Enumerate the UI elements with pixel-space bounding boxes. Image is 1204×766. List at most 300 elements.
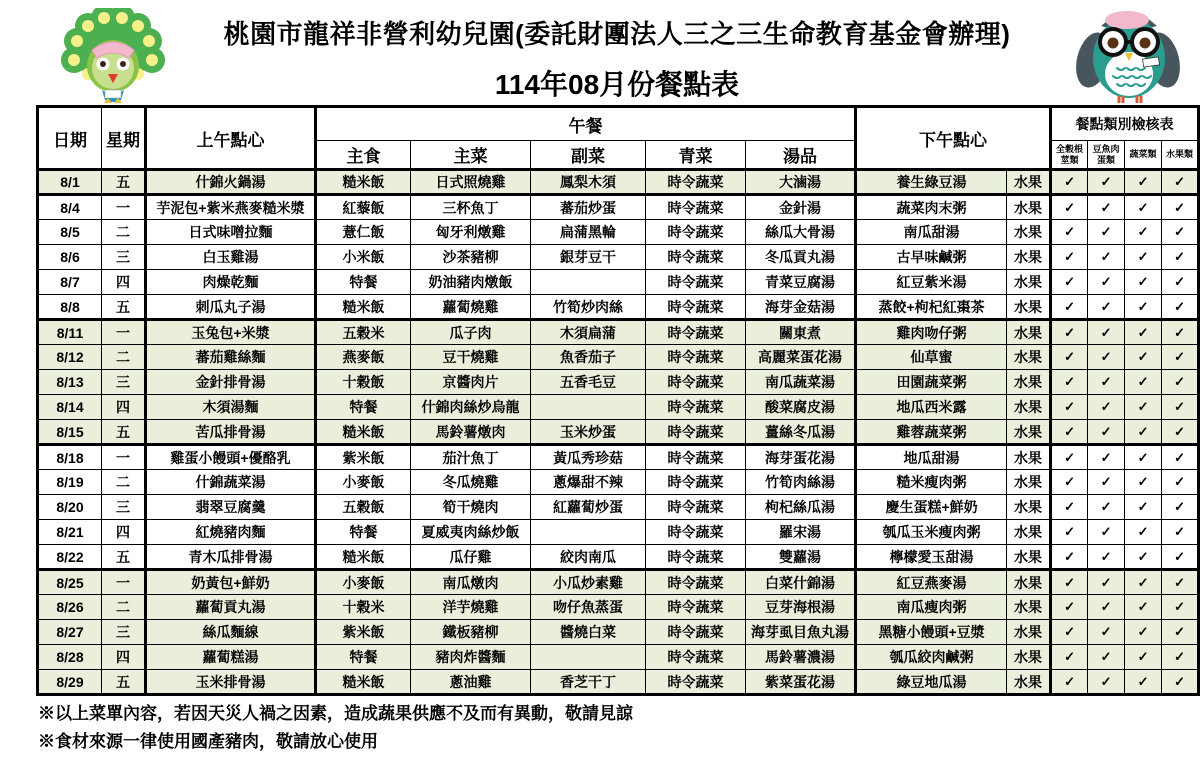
cell-date: 8/12 <box>38 345 102 370</box>
cell-vegetable: 時令蔬菜 <box>646 645 746 670</box>
cell-date: 8/20 <box>38 495 102 520</box>
cell-check: ✓ <box>1051 295 1088 320</box>
cell-staple: 糙米飯 <box>316 295 411 320</box>
cell-check: ✓ <box>1162 470 1199 495</box>
cell-afternoon-snack: 南瓜瘦肉粥 <box>856 595 1007 620</box>
cell-afternoon-snack: 地瓜西米露 <box>856 395 1007 420</box>
cell-check: ✓ <box>1088 495 1125 520</box>
cell-side-dish: 吻仔魚蒸蛋 <box>531 595 646 620</box>
cell-vegetable: 時令蔬菜 <box>646 670 746 695</box>
header-staple: 主食 <box>316 141 411 170</box>
menu-row <box>38 220 1199 245</box>
cell-check: ✓ <box>1088 345 1125 370</box>
cell-check: ✓ <box>1162 245 1199 270</box>
cell-soup: 酸菜腐皮湯 <box>746 395 856 420</box>
cell-vegetable: 時令蔬菜 <box>646 620 746 645</box>
cell-soup: 白菜什錦湯 <box>746 570 856 595</box>
cell-date: 8/21 <box>38 520 102 545</box>
cell-main-dish: 蘿蔔燒雞 <box>411 295 531 320</box>
cell-check: ✓ <box>1162 545 1199 570</box>
cell-morning-snack: 雞蛋小饅頭+優酪乳 <box>146 445 316 470</box>
cell-main-dish: 鐵板豬柳 <box>411 620 531 645</box>
cell-staple: 糙米飯 <box>316 670 411 695</box>
cell-soup: 枸杞絲瓜湯 <box>746 495 856 520</box>
cell-weekday: 三 <box>102 620 146 645</box>
cell-vegetable: 時令蔬菜 <box>646 370 746 395</box>
cell-weekday: 五 <box>102 545 146 570</box>
cell-soup: 冬瓜貢丸湯 <box>746 245 856 270</box>
cell-check: ✓ <box>1125 620 1162 645</box>
cell-side-dish: 絞肉南瓜 <box>531 545 646 570</box>
cell-fruit: 水果 <box>1007 370 1051 395</box>
table-body <box>38 170 1199 695</box>
cell-check: ✓ <box>1051 645 1088 670</box>
cell-afternoon-snack: 檸檬愛玉甜湯 <box>856 545 1007 570</box>
cell-staple: 糙米飯 <box>316 420 411 445</box>
menu-row <box>38 495 1199 520</box>
cell-side-dish: 木須扁蒲 <box>531 320 646 345</box>
cell-check: ✓ <box>1088 295 1125 320</box>
menu-row <box>38 245 1199 270</box>
cell-check: ✓ <box>1162 270 1199 295</box>
cell-date: 8/14 <box>38 395 102 420</box>
cell-check: ✓ <box>1125 645 1162 670</box>
cell-check: ✓ <box>1088 470 1125 495</box>
cell-side-dish <box>531 520 646 545</box>
cell-soup: 海芽虱目魚丸湯 <box>746 620 856 645</box>
cell-soup: 馬鈴薯濃湯 <box>746 645 856 670</box>
menu-row <box>38 520 1199 545</box>
cell-check: ✓ <box>1088 670 1125 695</box>
cell-staple: 紫米飯 <box>316 620 411 645</box>
cell-main-dish: 三杯魚丁 <box>411 195 531 220</box>
cell-morning-snack: 玉米排骨湯 <box>146 670 316 695</box>
cell-side-dish: 五香毛豆 <box>531 370 646 395</box>
cell-fruit: 水果 <box>1007 520 1051 545</box>
header-checklist: 餐點類別檢核表 <box>1051 107 1199 141</box>
cell-vegetable: 時令蔬菜 <box>646 445 746 470</box>
cell-weekday: 一 <box>102 195 146 220</box>
cell-check: ✓ <box>1125 420 1162 445</box>
cell-check: ✓ <box>1162 620 1199 645</box>
cell-check: ✓ <box>1051 670 1088 695</box>
menu-row <box>38 670 1199 695</box>
cell-fruit: 水果 <box>1007 670 1051 695</box>
cell-check: ✓ <box>1162 445 1199 470</box>
footnotes <box>38 700 633 756</box>
cell-weekday: 四 <box>102 270 146 295</box>
cell-main-dish: 豬肉炸醬麵 <box>411 645 531 670</box>
cell-check: ✓ <box>1051 320 1088 345</box>
cell-fruit: 水果 <box>1007 245 1051 270</box>
cell-check: ✓ <box>1125 370 1162 395</box>
cell-staple: 紅藜飯 <box>316 195 411 220</box>
cell-fruit: 水果 <box>1007 195 1051 220</box>
cell-soup: 青菜豆腐湯 <box>746 270 856 295</box>
cell-check: ✓ <box>1125 395 1162 420</box>
menu-row <box>38 545 1199 570</box>
cell-side-dish: 香芝干丁 <box>531 670 646 695</box>
cell-check: ✓ <box>1162 320 1199 345</box>
cell-date: 8/7 <box>38 270 102 295</box>
cell-vegetable: 時令蔬菜 <box>646 245 746 270</box>
cell-afternoon-snack: 養生綠豆湯 <box>856 170 1007 195</box>
cell-vegetable: 時令蔬菜 <box>646 420 746 445</box>
menu-month-title: 114年08月份餐點表 <box>494 69 740 100</box>
cell-side-dish: 黃瓜秀珍菇 <box>531 445 646 470</box>
cell-morning-snack: 蘿蔔糕湯 <box>146 645 316 670</box>
cell-main-dish: 南瓜燉肉 <box>411 570 531 595</box>
cell-side-dish: 鳳梨木須 <box>531 170 646 195</box>
cell-fruit: 水果 <box>1007 570 1051 595</box>
cell-fruit: 水果 <box>1007 320 1051 345</box>
peacock-body-icon <box>102 90 124 103</box>
cell-main-dish: 什錦肉絲炒烏龍 <box>411 395 531 420</box>
school-peacock-logo <box>52 8 177 103</box>
cell-morning-snack: 什錦火鍋湯 <box>146 170 316 195</box>
cell-date: 8/13 <box>38 370 102 395</box>
cell-fruit: 水果 <box>1007 645 1051 670</box>
menu-table <box>36 105 1200 696</box>
menu-row <box>38 570 1199 595</box>
cell-soup: 大滷湯 <box>746 170 856 195</box>
cell-soup: 南瓜蔬菜湯 <box>746 370 856 395</box>
cell-vegetable: 時令蔬菜 <box>646 270 746 295</box>
cell-vegetable: 時令蔬菜 <box>646 195 746 220</box>
page-header <box>0 0 1204 104</box>
cell-check: ✓ <box>1125 495 1162 520</box>
cell-weekday: 二 <box>102 345 146 370</box>
header-date: 日期 <box>38 107 102 170</box>
menu-row <box>38 320 1199 345</box>
header-protein: 豆魚肉蛋類 <box>1088 141 1125 170</box>
peacock-face-icon <box>87 40 139 92</box>
cell-soup: 海芽蛋花湯 <box>746 445 856 470</box>
cell-main-dish: 馬鈴薯燉肉 <box>411 420 531 445</box>
header-main-dish: 主菜 <box>411 141 531 170</box>
cell-check: ✓ <box>1051 345 1088 370</box>
cell-check: ✓ <box>1088 370 1125 395</box>
cell-afternoon-snack: 黑糖小饅頭+豆漿 <box>856 620 1007 645</box>
cell-vegetable: 時令蔬菜 <box>646 470 746 495</box>
cell-check: ✓ <box>1088 170 1125 195</box>
cell-fruit: 水果 <box>1007 595 1051 620</box>
cell-date: 8/28 <box>38 645 102 670</box>
cell-vegetable: 時令蔬菜 <box>646 345 746 370</box>
cell-afternoon-snack: 南瓜甜湯 <box>856 220 1007 245</box>
cell-fruit: 水果 <box>1007 420 1051 445</box>
cell-check: ✓ <box>1051 245 1088 270</box>
header-grains: 全穀根莖類 <box>1051 141 1088 170</box>
cell-check: ✓ <box>1088 545 1125 570</box>
cell-date: 8/6 <box>38 245 102 270</box>
cell-check: ✓ <box>1088 595 1125 620</box>
cell-check: ✓ <box>1125 195 1162 220</box>
cell-date: 8/25 <box>38 570 102 595</box>
cell-staple: 十穀飯 <box>316 370 411 395</box>
cell-soup: 金針湯 <box>746 195 856 220</box>
cell-weekday: 二 <box>102 470 146 495</box>
cell-side-dish: 蕃茄炒蛋 <box>531 195 646 220</box>
cell-check: ✓ <box>1088 520 1125 545</box>
menu-row <box>38 470 1199 495</box>
cell-check: ✓ <box>1125 220 1162 245</box>
owl-icon <box>1071 11 1186 103</box>
cell-fruit: 水果 <box>1007 395 1051 420</box>
cell-date: 8/19 <box>38 470 102 495</box>
cell-morning-snack: 木須湯麵 <box>146 395 316 420</box>
cell-fruit: 水果 <box>1007 170 1051 195</box>
cell-afternoon-snack: 地瓜甜湯 <box>856 445 1007 470</box>
cell-weekday: 一 <box>102 570 146 595</box>
cell-check: ✓ <box>1162 570 1199 595</box>
cell-side-dish: 扁蒲黑輪 <box>531 220 646 245</box>
cell-weekday: 五 <box>102 670 146 695</box>
cell-check: ✓ <box>1088 420 1125 445</box>
menu-row <box>38 445 1199 470</box>
cell-afternoon-snack: 慶生蛋糕+鮮奶 <box>856 495 1007 520</box>
cell-afternoon-snack: 瓠瓜絞肉鹹粥 <box>856 645 1007 670</box>
menu-row <box>38 195 1199 220</box>
cell-weekday: 四 <box>102 645 146 670</box>
cell-morning-snack: 金針排骨湯 <box>146 370 316 395</box>
cell-staple: 糙米飯 <box>316 545 411 570</box>
cell-check: ✓ <box>1162 595 1199 620</box>
cell-morning-snack: 刺瓜丸子湯 <box>146 295 316 320</box>
cell-fruit: 水果 <box>1007 545 1051 570</box>
cell-main-dish: 日式照燒雞 <box>411 170 531 195</box>
cell-staple: 十穀米 <box>316 595 411 620</box>
cell-check: ✓ <box>1051 495 1088 520</box>
cell-morning-snack: 什錦蔬菜湯 <box>146 470 316 495</box>
cell-vegetable: 時令蔬菜 <box>646 295 746 320</box>
cell-check: ✓ <box>1051 395 1088 420</box>
cell-soup: 雙蘿湯 <box>746 545 856 570</box>
menu-row <box>38 170 1199 195</box>
cell-check: ✓ <box>1088 245 1125 270</box>
cell-fruit: 水果 <box>1007 270 1051 295</box>
cell-afternoon-snack: 雞蓉蔬菜粥 <box>856 420 1007 445</box>
cell-vegetable: 時令蔬菜 <box>646 595 746 620</box>
cell-check: ✓ <box>1125 520 1162 545</box>
cell-staple: 特餐 <box>316 520 411 545</box>
cell-check: ✓ <box>1051 570 1088 595</box>
school-owl-mascot <box>1063 8 1198 103</box>
cell-fruit: 水果 <box>1007 620 1051 645</box>
cell-morning-snack: 芋泥包+紫米燕麥糙米漿 <box>146 195 316 220</box>
cell-check: ✓ <box>1125 295 1162 320</box>
cell-soup: 關東煮 <box>746 320 856 345</box>
cell-morning-snack: 玉兔包+米漿 <box>146 320 316 345</box>
cell-main-dish: 筍干燒肉 <box>411 495 531 520</box>
cell-afternoon-snack: 田園蔬菜粥 <box>856 370 1007 395</box>
cell-check: ✓ <box>1051 370 1088 395</box>
cell-staple: 小麥飯 <box>316 470 411 495</box>
cell-staple: 特餐 <box>316 395 411 420</box>
cell-date: 8/18 <box>38 445 102 470</box>
cell-check: ✓ <box>1162 520 1199 545</box>
cell-staple: 薏仁飯 <box>316 220 411 245</box>
cell-check: ✓ <box>1051 520 1088 545</box>
cell-check: ✓ <box>1125 595 1162 620</box>
cell-weekday: 二 <box>102 595 146 620</box>
cell-vegetable: 時令蔬菜 <box>646 320 746 345</box>
cell-side-dish: 紅蘿蔔炒蛋 <box>531 495 646 520</box>
header-lunch: 午餐 <box>316 107 856 141</box>
cell-main-dish: 沙茶豬柳 <box>411 245 531 270</box>
menu-row <box>38 370 1199 395</box>
cell-staple: 燕麥飯 <box>316 345 411 370</box>
cell-staple: 糙米飯 <box>316 170 411 195</box>
cell-afternoon-snack: 蒸餃+枸杞紅棗茶 <box>856 295 1007 320</box>
cell-morning-snack: 紅燒豬肉麵 <box>146 520 316 545</box>
cell-check: ✓ <box>1088 320 1125 345</box>
cell-check: ✓ <box>1088 445 1125 470</box>
cell-check: ✓ <box>1088 220 1125 245</box>
cell-check: ✓ <box>1125 570 1162 595</box>
cell-staple: 五穀飯 <box>316 495 411 520</box>
menu-row <box>38 295 1199 320</box>
cell-soup: 薑絲冬瓜湯 <box>746 420 856 445</box>
cell-vegetable: 時令蔬菜 <box>646 520 746 545</box>
cell-morning-snack: 奶黃包+鮮奶 <box>146 570 316 595</box>
cell-check: ✓ <box>1051 220 1088 245</box>
cell-weekday: 五 <box>102 295 146 320</box>
cell-weekday: 三 <box>102 495 146 520</box>
cell-staple: 特餐 <box>316 270 411 295</box>
cell-weekday: 二 <box>102 220 146 245</box>
cell-check: ✓ <box>1051 620 1088 645</box>
cell-check: ✓ <box>1125 445 1162 470</box>
cell-check: ✓ <box>1088 645 1125 670</box>
cell-check: ✓ <box>1162 670 1199 695</box>
cell-check: ✓ <box>1125 320 1162 345</box>
cell-weekday: 四 <box>102 520 146 545</box>
header-soup: 湯品 <box>746 141 856 170</box>
cell-side-dish <box>531 645 646 670</box>
cell-main-dish: 京醬肉片 <box>411 370 531 395</box>
cell-vegetable: 時令蔬菜 <box>646 545 746 570</box>
cell-check: ✓ <box>1125 470 1162 495</box>
cell-fruit: 水果 <box>1007 445 1051 470</box>
cell-morning-snack: 日式味噌拉麵 <box>146 220 316 245</box>
cell-check: ✓ <box>1162 495 1199 520</box>
cell-soup: 高麗菜蛋花湯 <box>746 345 856 370</box>
cell-date: 8/27 <box>38 620 102 645</box>
cell-vegetable: 時令蔬菜 <box>646 495 746 520</box>
cell-check: ✓ <box>1162 295 1199 320</box>
cell-main-dish: 茄汁魚丁 <box>411 445 531 470</box>
cell-weekday: 三 <box>102 370 146 395</box>
cell-side-dish: 銀芽豆干 <box>531 245 646 270</box>
cell-main-dish: 匈牙利燉雞 <box>411 220 531 245</box>
cell-fruit: 水果 <box>1007 345 1051 370</box>
cell-staple: 特餐 <box>316 645 411 670</box>
cell-check: ✓ <box>1051 420 1088 445</box>
cell-check: ✓ <box>1051 195 1088 220</box>
cell-afternoon-snack: 古早味鹹粥 <box>856 245 1007 270</box>
cell-fruit: 水果 <box>1007 470 1051 495</box>
cell-date: 8/26 <box>38 595 102 620</box>
cell-check: ✓ <box>1162 170 1199 195</box>
header-fruits-class: 水果類 <box>1162 141 1199 170</box>
cell-main-dish: 夏威夷肉絲炒飯 <box>411 520 531 545</box>
cell-afternoon-snack: 糙米瘦肉粥 <box>856 470 1007 495</box>
cell-side-dish: 竹筍炒肉絲 <box>531 295 646 320</box>
cell-main-dish: 豆干燒雞 <box>411 345 531 370</box>
cell-check: ✓ <box>1162 645 1199 670</box>
cell-check: ✓ <box>1088 570 1125 595</box>
cell-check: ✓ <box>1088 395 1125 420</box>
cell-morning-snack: 蕃茄雞絲麵 <box>146 345 316 370</box>
school-title: 桃園市龍祥非營利幼兒園(委託財團法人三之三生命教育基金會辦理) <box>223 19 1011 49</box>
cell-soup: 海芽金菇湯 <box>746 295 856 320</box>
menu-row <box>38 620 1199 645</box>
menu-row <box>38 420 1199 445</box>
cell-check: ✓ <box>1051 170 1088 195</box>
cell-morning-snack: 蘿蔔貢丸湯 <box>146 595 316 620</box>
cell-check: ✓ <box>1125 545 1162 570</box>
cell-afternoon-snack: 雞肉吻仔粥 <box>856 320 1007 345</box>
cell-main-dish: 冬瓜燒雞 <box>411 470 531 495</box>
cell-weekday: 一 <box>102 445 146 470</box>
cell-check: ✓ <box>1125 270 1162 295</box>
cell-check: ✓ <box>1088 270 1125 295</box>
cell-date: 8/22 <box>38 545 102 570</box>
cell-soup: 羅宋湯 <box>746 520 856 545</box>
cell-morning-snack: 絲瓜麵線 <box>146 620 316 645</box>
cell-vegetable: 時令蔬菜 <box>646 170 746 195</box>
cell-check: ✓ <box>1162 395 1199 420</box>
menu-row <box>38 595 1199 620</box>
cell-afternoon-snack: 瓠瓜玉米瘦肉粥 <box>856 520 1007 545</box>
header-vegetables-class: 蔬菜類 <box>1125 141 1162 170</box>
cell-date: 8/8 <box>38 295 102 320</box>
cell-weekday: 三 <box>102 245 146 270</box>
cell-main-dish: 蔥油雞 <box>411 670 531 695</box>
cell-side-dish: 魚香茄子 <box>531 345 646 370</box>
header-weekday: 星期 <box>102 107 146 170</box>
cell-side-dish <box>531 270 646 295</box>
cell-check: ✓ <box>1125 245 1162 270</box>
cell-weekday: 一 <box>102 320 146 345</box>
title-block <box>180 14 1054 103</box>
cell-afternoon-snack: 仙草蜜 <box>856 345 1007 370</box>
cell-weekday: 四 <box>102 395 146 420</box>
cell-weekday: 五 <box>102 170 146 195</box>
cell-soup: 紫菜蛋花湯 <box>746 670 856 695</box>
cell-date: 8/4 <box>38 195 102 220</box>
cell-soup: 絲瓜大骨湯 <box>746 220 856 245</box>
cell-side-dish: 小瓜炒素雞 <box>531 570 646 595</box>
cell-main-dish: 奶油豬肉燉飯 <box>411 270 531 295</box>
header-side-dish: 副菜 <box>531 141 646 170</box>
cell-morning-snack: 白玉雞湯 <box>146 245 316 270</box>
cell-soup: 豆芽海根湯 <box>746 595 856 620</box>
cell-check: ✓ <box>1125 345 1162 370</box>
cell-check: ✓ <box>1125 670 1162 695</box>
cell-check: ✓ <box>1051 595 1088 620</box>
cell-side-dish: 醬燒白菜 <box>531 620 646 645</box>
cell-fruit: 水果 <box>1007 220 1051 245</box>
cell-check: ✓ <box>1125 170 1162 195</box>
cell-fruit: 水果 <box>1007 295 1051 320</box>
cell-check: ✓ <box>1162 370 1199 395</box>
cell-check: ✓ <box>1162 195 1199 220</box>
cell-staple: 小麥飯 <box>316 570 411 595</box>
cell-check: ✓ <box>1088 620 1125 645</box>
menu-row <box>38 645 1199 670</box>
